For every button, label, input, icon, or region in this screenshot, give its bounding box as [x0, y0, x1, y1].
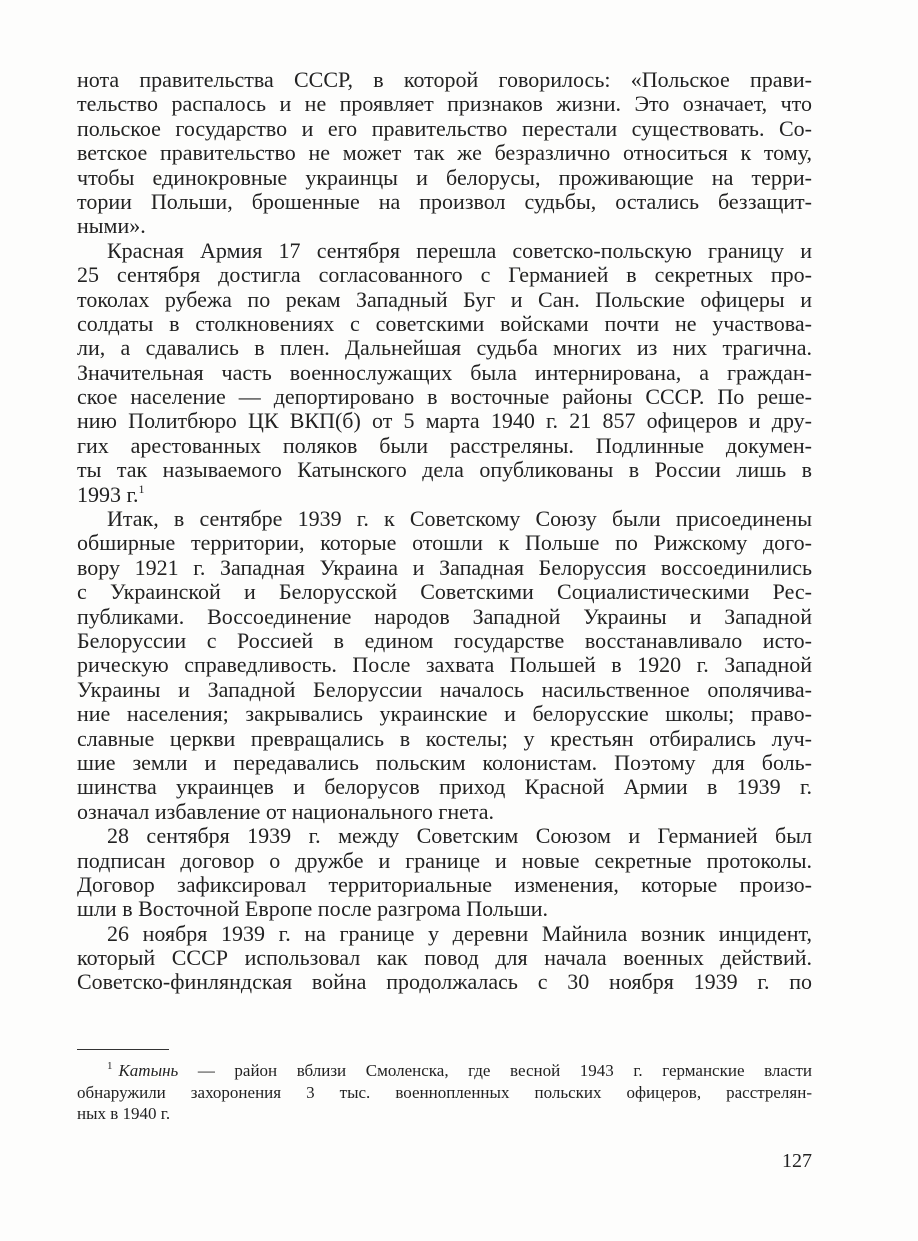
text-line: [77, 288, 812, 312]
text-line: [77, 507, 812, 531]
text-line: [77, 580, 812, 604]
line-text: публиками. Воссоединение народов Западной Украины и Западной: [77, 604, 812, 629]
text-line: [77, 897, 812, 921]
footnote-marker: 1: [107, 1060, 113, 1072]
text-line: [77, 556, 812, 580]
text-line: [77, 751, 812, 775]
text-line: [77, 531, 812, 555]
line-text: обширные территории, которые отошли к Польше по Рижскому дого-: [77, 531, 812, 556]
paragraph: [77, 507, 812, 824]
text-line: [77, 775, 812, 799]
text-line: [77, 92, 812, 116]
text-line: [77, 458, 812, 482]
footnote-line: [77, 1060, 812, 1082]
line-text: тельство распалось и не проявляет признаков жизни. Это означает, что: [77, 92, 812, 117]
text-line: [77, 922, 812, 946]
footnotes: [77, 1060, 812, 1125]
line-text: с Украинской и Белорусской Советскими Социалистическими Рес-: [77, 580, 812, 605]
line-text: рическую справедливость. После захвата Польшей в 1920 г. Западной: [77, 653, 812, 678]
line-text: шинства украинцев и белорусов приход Красной Армии в 1939 г.: [77, 775, 812, 800]
text-line: [77, 605, 812, 629]
line-text: шие земли и передавались польским колонистам. Поэтому для боль-: [77, 750, 812, 775]
line-text: гих арестованных поляков были расстреляны. Подлинные докумен-: [77, 433, 812, 458]
footnote-line: [77, 1082, 812, 1104]
line-text: Итак, в сентябре 1939 г. к Советскому Союзу были присоединены: [107, 507, 812, 532]
text-line: [77, 117, 812, 141]
text-line: [77, 824, 812, 848]
text-line: [77, 68, 812, 92]
text-line: [77, 214, 812, 238]
text-line: [77, 141, 812, 165]
line-text: польское государство и его правительство перестали существовать. Со-: [77, 116, 812, 141]
text-line: [77, 336, 812, 360]
paragraph: [77, 922, 812, 995]
line-text: ское население — депортировано в восточные районы СССР. По реше-: [77, 385, 812, 410]
text-line: [77, 873, 812, 897]
text-line: [77, 409, 812, 433]
line-text: ние населения; закрывались украинские и белорусские школы; право-: [77, 702, 812, 727]
footnote-divider: [77, 1049, 169, 1050]
text-line: [77, 653, 812, 677]
paragraph: [77, 824, 812, 922]
text-line: [77, 385, 812, 409]
line-text: ветское правительство не может так же безразлично относиться к тому,: [77, 141, 812, 166]
line-text: Украины и Западной Белоруссии началось насильственное ополячива-: [77, 677, 812, 702]
text-line: [77, 434, 812, 458]
line-text: нию Политбюро ЦК ВКП(б) от 5 марта 1940 г. 21 857 офицеров и дру-: [77, 409, 812, 434]
text-line: [77, 849, 812, 873]
line-text: 1993 г.: [77, 482, 139, 507]
line-text: Значительная часть военнослужащих была интернирована, а граждан-: [77, 360, 812, 385]
text-line: [77, 263, 812, 287]
text-line: [77, 800, 812, 824]
line-text: подписан договор о дружбе и границе и новые секретные протоколы.: [77, 848, 812, 873]
paragraph: [77, 68, 812, 239]
text-line: [77, 166, 812, 190]
footnote-text: — район вблизи Смоленска, где весной 1943 г. германские власти: [178, 1061, 812, 1080]
text-line: [77, 190, 812, 214]
line-text: солдаты в столкновениях с советскими войсками почти не участвова-: [77, 311, 812, 336]
line-text: Белоруссии с Россией в едином государстве восстанавливало исто-: [77, 628, 812, 653]
footnote-text: обнаружили захоронения 3 тыс. военнопленных польских офицеров, расстрелян-: [77, 1082, 812, 1102]
footnote-reference[interactable]: 1: [138, 482, 145, 496]
line-text: Договор зафиксировал территориальные изменения, которые произо-: [77, 872, 812, 897]
line-text: Красная Армия 17 сентября перешла советско-польскую границу и: [107, 238, 812, 263]
text-line: [77, 727, 812, 751]
line-text: чтобы единокровные украинцы и белорусы, проживающие на терри-: [77, 165, 812, 190]
footnote-line: [77, 1103, 812, 1125]
line-text: тории Польши, брошенные на произвол судьбы, остались беззащит-: [77, 189, 812, 214]
line-text: означал избавление от национального гнета.: [77, 799, 495, 824]
footnote-term: Катынь: [118, 1061, 179, 1080]
footnote-text: ных в 1940 г.: [77, 1104, 171, 1123]
text-line: [77, 361, 812, 385]
line-text: ными».: [77, 214, 146, 239]
line-text: 26 ноября 1939 г. на границе у деревни Майнила возник инцидент,: [107, 921, 812, 946]
text-line: [77, 483, 812, 507]
line-text: Советско-финляндская война продолжалась с 30 ноября 1939 г. по: [77, 970, 812, 995]
paragraph: [77, 239, 812, 507]
line-text: нота правительства СССР, в которой говорилось: «Польское прави-: [77, 68, 812, 92]
text-line: [77, 678, 812, 702]
line-text: ты так называемого Катынского дела опубликованы в России лишь в: [77, 458, 812, 483]
text-line: [77, 970, 812, 994]
line-text: ли, а сдавались в плен. Дальнейшая судьба многих из них трагична.: [77, 336, 812, 361]
text-line: [77, 312, 812, 336]
line-text: вору 1921 г. Западная Украина и Западная Белоруссия воссоединились: [77, 555, 812, 580]
line-text: славные церкви превращались в костелы; у крестьян отбирались луч-: [77, 726, 812, 751]
text-line: [77, 629, 812, 653]
text-line: [77, 946, 812, 970]
line-text: токолах рубежа по рекам Западный Буг и Сан. Польские офицеры и: [77, 287, 812, 312]
page-number: 127: [782, 1150, 812, 1172]
line-text: 28 сентября 1939 г. между Советским Союзом и Германией был: [107, 824, 812, 849]
line-text: шли в Восточной Европе после разгрома Польши.: [77, 897, 549, 922]
text-line: [77, 702, 812, 726]
line-text: который СССР использовал как повод для начала военных действий.: [77, 946, 812, 971]
line-text: 25 сентября достигла согласованного с Германией в секретных про-: [77, 263, 812, 288]
text-line: [77, 239, 812, 263]
body-text: [77, 68, 812, 995]
